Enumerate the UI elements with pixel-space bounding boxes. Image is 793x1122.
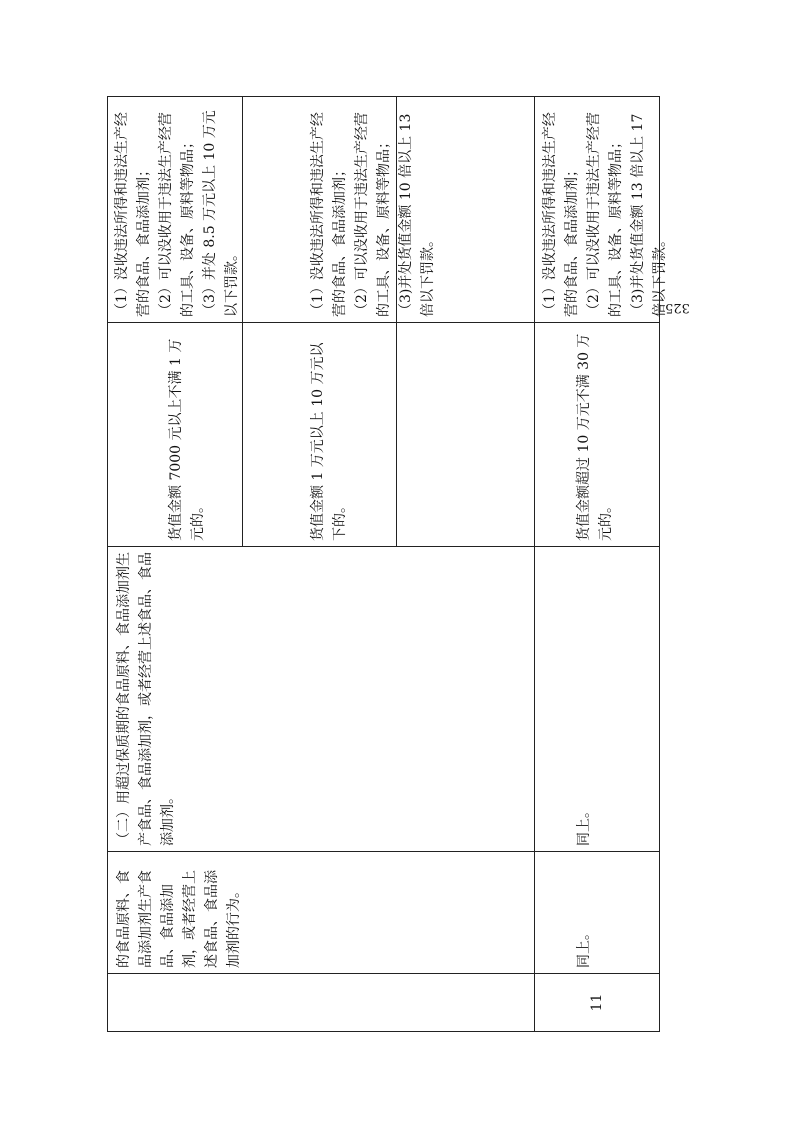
page-number: 325 [664,300,690,316]
amount-cell: 货值金额超过 10 万元不满 30 万元的。 [576,333,614,541]
penalty-cell: （1）没收违法所得和违法生产经营的食品、食品添加剂； （2）可以没收用于违法生产经营的工具、设备、原料等物品； （3）并处 8.5 万元以上 10 万元以下罚款。 [114,110,240,317]
column-divider [107,322,659,323]
column-divider [107,851,659,852]
amount-cell: 货值金额 1 万元以上 10 万元以下的。 [310,342,348,541]
behavior-cell: 的食品原料、食品添加剂生产食品、食品添加剂，或者经营上述食品、食品添加剂的行为。 [116,870,242,968]
behavior-cell: 同上。 [576,926,592,968]
amount-cell: 货值金额 7000 元以上不满 1 万元的。 [168,338,206,541]
column-divider [107,546,659,547]
row-divider [534,97,535,1032]
row-number-cell: 11 [588,993,605,1012]
rotated-table [107,97,690,1032]
penalty-cell: （1）没收违法所得和违法生产经营的食品、食品添加剂； （2）可以没收用于违法生产经营的工具、设备、原料等物品； （3)并处货值金额 13 倍以上 17 倍以下罚款。 [542,112,668,317]
penalty-cell: （1）没收违法所得和违法生产经营的食品、食品添加剂； （2）可以没收用于违法生产经营的工具、设备、原料等物品； （3)并处货值金额 10 倍以上 13 倍以下罚款。 [310,112,436,317]
situation-cell: （二）用超过保质期的食品原料、食品添加剂生产食品、食品添加剂，或者经营上述食品、食品添加剂。 [116,552,176,846]
situation-cell: 同上。 [576,804,592,846]
